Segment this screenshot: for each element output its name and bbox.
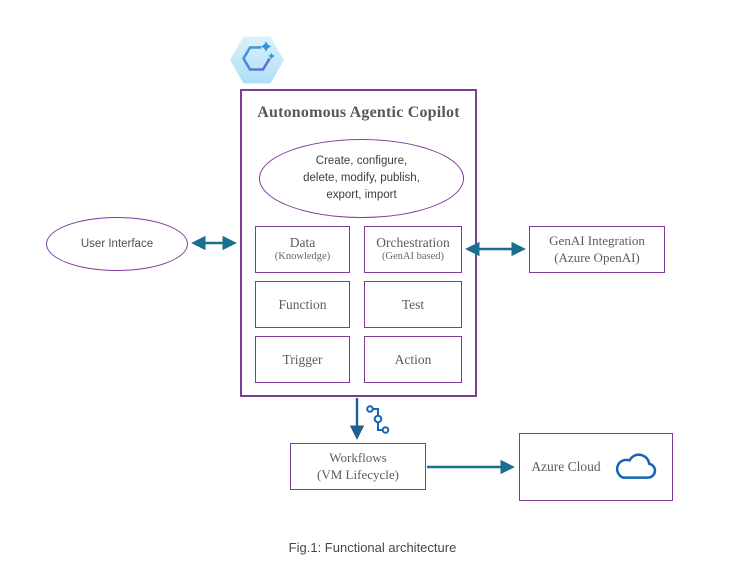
module-box-action: Action	[364, 336, 462, 383]
module-box-orchestration: Orchestration (GenAI based)	[364, 226, 462, 273]
module-box-test: Test	[364, 281, 462, 328]
copilot-hexagon-sparkle-icon	[229, 33, 285, 87]
module-box-function: Function	[255, 281, 350, 328]
figure-caption: Fig.1: Functional architecture	[288, 540, 457, 555]
module-box-data: Data (Knowledge)	[255, 226, 350, 273]
azure-cloud-box: Azure Cloud	[519, 433, 673, 501]
main-title: Autonomous Agentic Copilot	[257, 104, 460, 121]
capabilities-ellipse	[259, 139, 464, 218]
workflows-box: Workflows (VM Lifecycle)	[290, 443, 426, 490]
capabilities-text: Create, configure, delete, modify, publish, export, import	[303, 154, 420, 202]
workflow-nodes-icon	[365, 404, 391, 436]
genai-integration-box: GenAI Integration (Azure OpenAI)	[529, 226, 665, 273]
user-interface-ellipse: User Interface	[46, 217, 188, 271]
module-box-trigger: Trigger	[255, 336, 350, 383]
cloud-icon	[611, 450, 661, 484]
